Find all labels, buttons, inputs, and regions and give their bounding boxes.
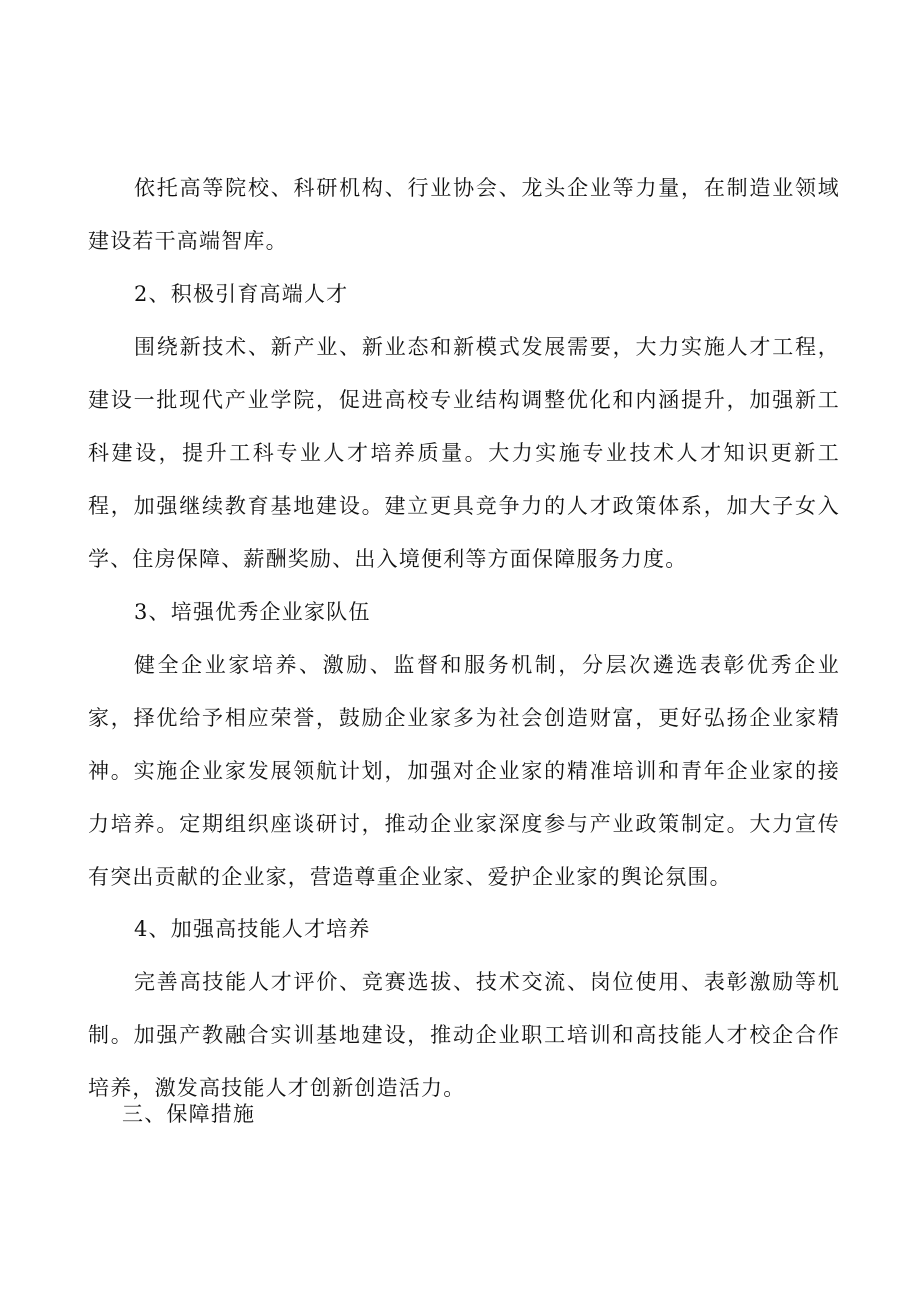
section-heading-safeguards: 三、保障措施 [122,1102,256,1126]
subheading-talent-introduction: 2、积极引育高端人才 [134,282,349,306]
subheading-entrepreneurs: 3、培强优秀企业家队伍 [134,600,371,624]
paragraph-think-tanks: 依托高等院校、科研机构、行业协会、龙头企业等力量，在制造业领域建设若干高端智库。 [88,176,840,253]
paragraph-high-skill-talent: 完善高技能人才评价、竞赛选拔、技术交流、岗位使用、表彰激励等机制。加强产教融合实训基地建设，推动企业职工培训和高技能人才校企合作培养，激发高技能人才创新创造活力。 [88,970,840,1100]
subheading-high-skill-talent: 4、加强高技能人才培养 [134,917,371,941]
paragraph-talent-introduction: 围绕新技术、新产业、新业态和新模式发展需要，大力实施人才工程，建设一批现代产业学院，促进高校专业结构调整优化和内涵提升，加强新工科建设，提升工科专业人才培养质量。大力实施专业技术人才知识更新工程，加强继续教育基地建设。建立更具竞争力的人才政策体系，加大子女入学、住房保障、薪酬奖励、出入境便利等方面保障服务力度。 [88,335,840,571]
paragraph-entrepreneurs: 健全企业家培养、激励、监督和服务机制，分层次遴选表彰优秀企业家，择优给予相应荣誉，鼓励企业家多为社会创造财富，更好弘扬企业家精神。实施企业家发展领航计划，加强对企业家的精准培训和青年企业家的接力培养。定期组织座谈研讨，推动企业家深度参与产业政策制定。大力宣传有突出贡献的企业家，营造尊重企业家、爱护企业家的舆论氛围。 [88,653,840,889]
